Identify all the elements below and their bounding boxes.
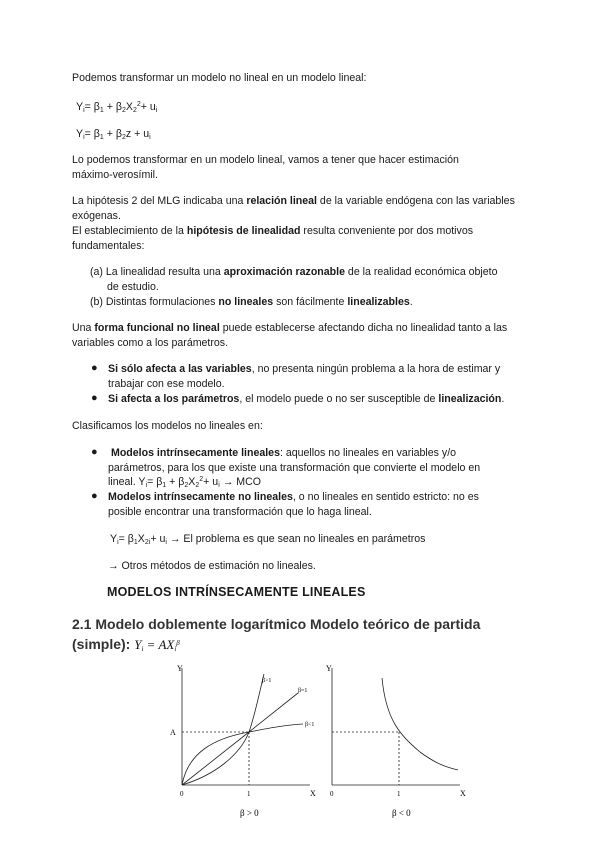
bullet-dot: ● bbox=[91, 490, 98, 502]
origin-label: 0 bbox=[330, 790, 334, 798]
formula-1: $Y_i= \beta_1 + \beta_2X_2^2+ u_i$ bbox=[76, 101, 158, 114]
axis-label-x: X bbox=[310, 789, 316, 798]
list-item: Si sólo afecta a las variables, no presenta ningún problema a la hora de estimar y trabajar con ese modelo. bbox=[108, 363, 501, 390]
y-tick-label: A bbox=[170, 728, 176, 737]
bullet-dot: ● bbox=[91, 392, 98, 404]
paragraph-3: Una forma funcional no lineal puede establecerse afectando dicha no linealidad tanto a las variables como a los parámetros. bbox=[72, 322, 508, 349]
list-item-a: (a) La linealidad resulta una aproximación razonable de la realidad económica objeto de estudio. bbox=[90, 266, 498, 293]
intro-text: Podemos transformar un modelo no lineal en un modelo lineal: bbox=[72, 72, 367, 84]
axis-label-y: Y bbox=[326, 664, 332, 673]
list-item-b: (b) Distintas formulaciones no lineales son fácilmente linealizables. bbox=[90, 296, 413, 308]
list-item: Modelos intrínsecamente lineales: aquellos no lineales en variables y/o parámetros, para los que existe una transformación que convierte el modelo en lineal. $Y_i= \beta_1 + \beta_2X_2^2+ u_i$ → MCO bbox=[108, 447, 481, 489]
curve-beta-lt-0 bbox=[382, 678, 458, 770]
panel-beta-negative bbox=[332, 668, 460, 785]
bullet-dot: ● bbox=[91, 362, 98, 374]
panel-beta-positive bbox=[182, 668, 310, 785]
paragraph-4: Clasificamos los modelos no lineales en: bbox=[72, 420, 263, 432]
model-formula: $Y_i = AX_i^\beta$ bbox=[134, 637, 180, 653]
axis-label-x: X bbox=[460, 789, 466, 798]
formula-2: $Y_i= \beta_1 + \beta_2z + u_i$ bbox=[76, 128, 151, 141]
curve-beta-lt-1 bbox=[182, 724, 303, 785]
caption-right: β < 0 bbox=[392, 808, 411, 818]
curve-label: β=1 bbox=[298, 688, 308, 694]
subsection-title: 2.1 Modelo doblemente logarítmico Modelo teórico de partida (simple): $Y_i = AX_i^\beta$ bbox=[72, 616, 481, 653]
paragraph-1: Lo podemos transformar en un modelo lineal, vamos a tener que hacer estimación máximo-verosímil. bbox=[72, 154, 459, 181]
paragraph-2: La hipótesis 2 del MLG indicaba una relación lineal de la variable endógena con las variables exógenas. El establecimiento de la hipótesis de linealidad resulta conveniente por dos motivos fundamentales: bbox=[72, 195, 515, 252]
formula-3: $Y_i= \beta_1X_{2i}+ u_i \to El$ problema es que sean no lineales en parámetros bbox=[110, 533, 426, 546]
bullet-dot: ● bbox=[91, 446, 98, 458]
axis-label-y: Y bbox=[177, 664, 183, 673]
x-tick-label: 1 bbox=[247, 790, 251, 798]
list-item: Si afecta a los parámetros, el modelo puede o no ser susceptible de linealización. bbox=[108, 393, 505, 405]
curve-beta-eq-1 bbox=[182, 693, 298, 785]
section-title: MODELOS INTRÍNSECAMENTE LINEALES bbox=[107, 585, 366, 599]
list-item: Modelos intrínsecamente no lineales, o no lineales en sentido estricto: no es posible encontrar una transformación que lo haga lineal. bbox=[108, 491, 479, 518]
origin-label: 0 bbox=[180, 790, 184, 798]
curve-label: β<1 bbox=[305, 722, 315, 728]
other-methods: → Otros métodos de estimación no lineales. bbox=[108, 560, 316, 572]
curve-label: β>1 bbox=[262, 678, 272, 684]
x-tick-label: 1 bbox=[397, 790, 401, 798]
figure-log-curves bbox=[160, 660, 470, 820]
caption-left: β > 0 bbox=[240, 808, 259, 818]
